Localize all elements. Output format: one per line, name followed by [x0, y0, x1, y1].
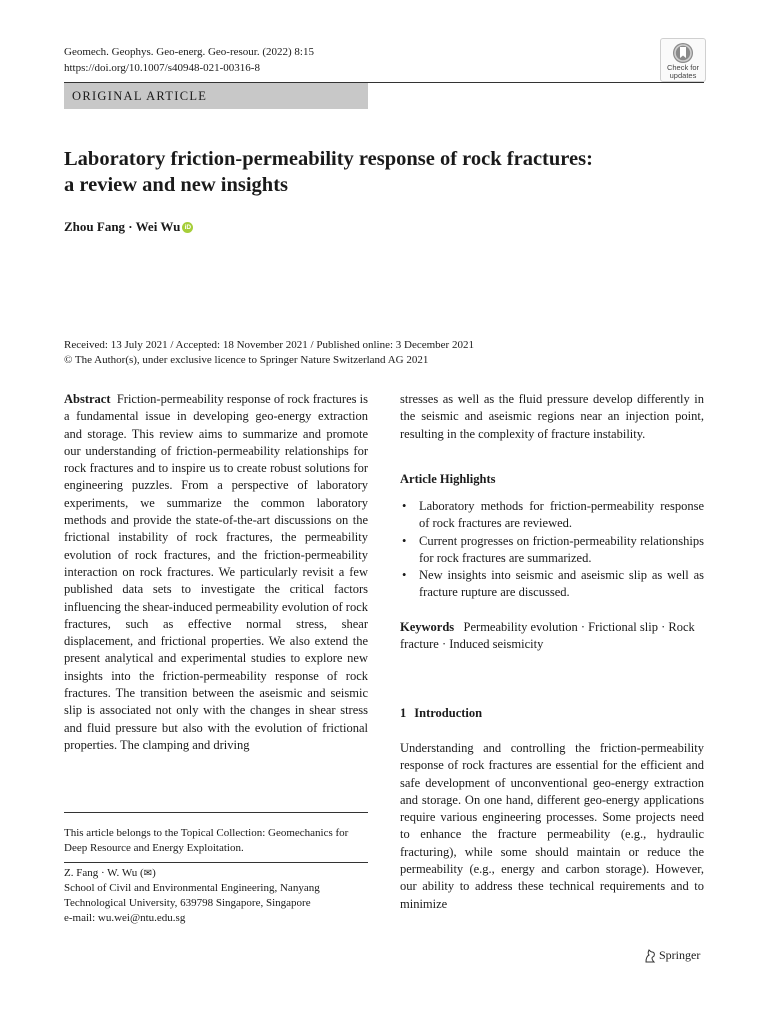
abstract-label: Abstract — [64, 392, 111, 406]
highlight-item: • Current progresses on friction-permeability relationships for rock fractures are summarized. — [400, 533, 704, 568]
title-line-2: a review and new insights — [64, 174, 289, 196]
publication-dates — [64, 338, 474, 368]
correspondence-prefix: Z. Fang · W. Wu ( — [64, 867, 144, 879]
highlight-item: • New insights into seismic and aseismic slip as well as fracture rupture are discussed. — [400, 567, 704, 602]
orcid-icon[interactable]: iD — [182, 222, 193, 233]
doi-link[interactable]: https://doi.org/10.1007/s40948-021-00316-8 — [64, 62, 260, 74]
footnote-rule — [64, 862, 368, 863]
highlights-list — [400, 498, 704, 602]
keywords-text: Permeability evolution · Frictional slip · Rock fracture · Induced seismicity — [400, 620, 695, 652]
section-title: Introduction — [414, 706, 483, 720]
highlights-heading: Article Highlights — [400, 472, 496, 486]
author-list — [64, 218, 193, 236]
springer-horse-icon — [644, 949, 656, 963]
check-for-updates-badge[interactable] — [660, 38, 706, 82]
affiliation-line: Technological University, 639798 Singapore, Singapore — [64, 897, 311, 909]
abstract — [64, 391, 368, 754]
abstract-continued: stresses as well as the fluid pressure develop differently in the seismic and aseismic regions near an injection point, resulting in the complexity of fracture instability. — [400, 392, 704, 441]
email-address[interactable]: e-mail: wu.wei@ntu.edu.sg — [64, 912, 186, 924]
check-updates-icon — [672, 42, 694, 64]
title-line-1: Laboratory friction-permeability response of rock fractures: — [64, 148, 593, 170]
journal-header — [64, 44, 314, 76]
introduction-text: Understanding and controlling the friction-permeability response of rock fractures are essential for the efficient and safe development of unconventional geo-energy extraction and storage. On one hand, different geo-energy applications require various engineering processes. Some projects need to enhance the fracture permeability (e.g., hydraulic fracturing), while some should maintain or reduce the permeability (e.g., energy and carbon storage). However, our ability to address these technical requirements and to minimize — [400, 741, 704, 911]
publisher-name: Springer — [659, 948, 701, 962]
authors-text[interactable]: Zhou Fang · Wei Wu — [64, 219, 181, 234]
check-updates-label-1: Check for — [666, 63, 700, 72]
copyright-line: © The Author(s), under exclusive licence to Springer Nature Switzerland AG 2021 — [64, 354, 429, 366]
envelope-icon[interactable]: ✉ — [143, 868, 153, 879]
correspondence-footnote — [64, 866, 368, 926]
highlight-item: • Laboratory methods for friction-permeability response of rock fractures are reviewed. — [400, 498, 704, 533]
history-dates: Received: 13 July 2021 / Accepted: 18 November 2021 / Published online: 3 December 2021 — [64, 339, 474, 351]
section-number: 1 — [400, 706, 407, 720]
article-type-banner: ORIGINAL ARTICLE — [64, 83, 368, 109]
section-heading-introduction — [400, 705, 482, 722]
correspondence-authors — [64, 866, 368, 881]
article-title — [64, 146, 704, 198]
check-updates-label-2: updates — [669, 71, 697, 80]
topical-collection-note: This article belongs to the Topical Collection: Geomechanics for Deep Resource and Energy Exploitation. — [64, 827, 349, 854]
keywords-label: Keywords — [400, 620, 455, 634]
affiliation-line: School of Civil and Environmental Engineering, Nanyang — [64, 882, 320, 894]
journal-citation: Geomech. Geophys. Geo-energ. Geo-resour. (2022) 8:15 — [64, 46, 314, 58]
keywords — [400, 619, 704, 654]
abstract-text: Friction-permeability response of rock fractures is a fundamental issue in developing geo-energy extraction and storage. This review aims to summarize and promote our understanding of friction-permeability relationships for rock fractures and to inspire us to create robust solutions for engineering puzzles. From a perspective of laboratory experiments, we summarize the common laboratory methods and provide the state-of-the-art discussions on the frictional instability of rock fractures, the permeability evolution of rock fractures, and the friction-permeability interaction on rock fractures. We particularly revisit a few published data sets to investigate the critical factors influencing the shear-induced permeability evolution of rock fractures, such as effective normal stress, shear displacement, and frictional properties. We also extend the present analytical and experimental studies to explore new insights into the friction-permeability response of rock fractures. The transition between the aseismic and seismic slip is associated not only with the changes in shear stress and fluid pressure but also with the evolution of frictional properties. The clamping and driving — [64, 392, 368, 752]
correspondence-suffix: ) — [152, 867, 156, 879]
springer-logo — [644, 948, 700, 963]
footnote-rule — [64, 812, 368, 813]
